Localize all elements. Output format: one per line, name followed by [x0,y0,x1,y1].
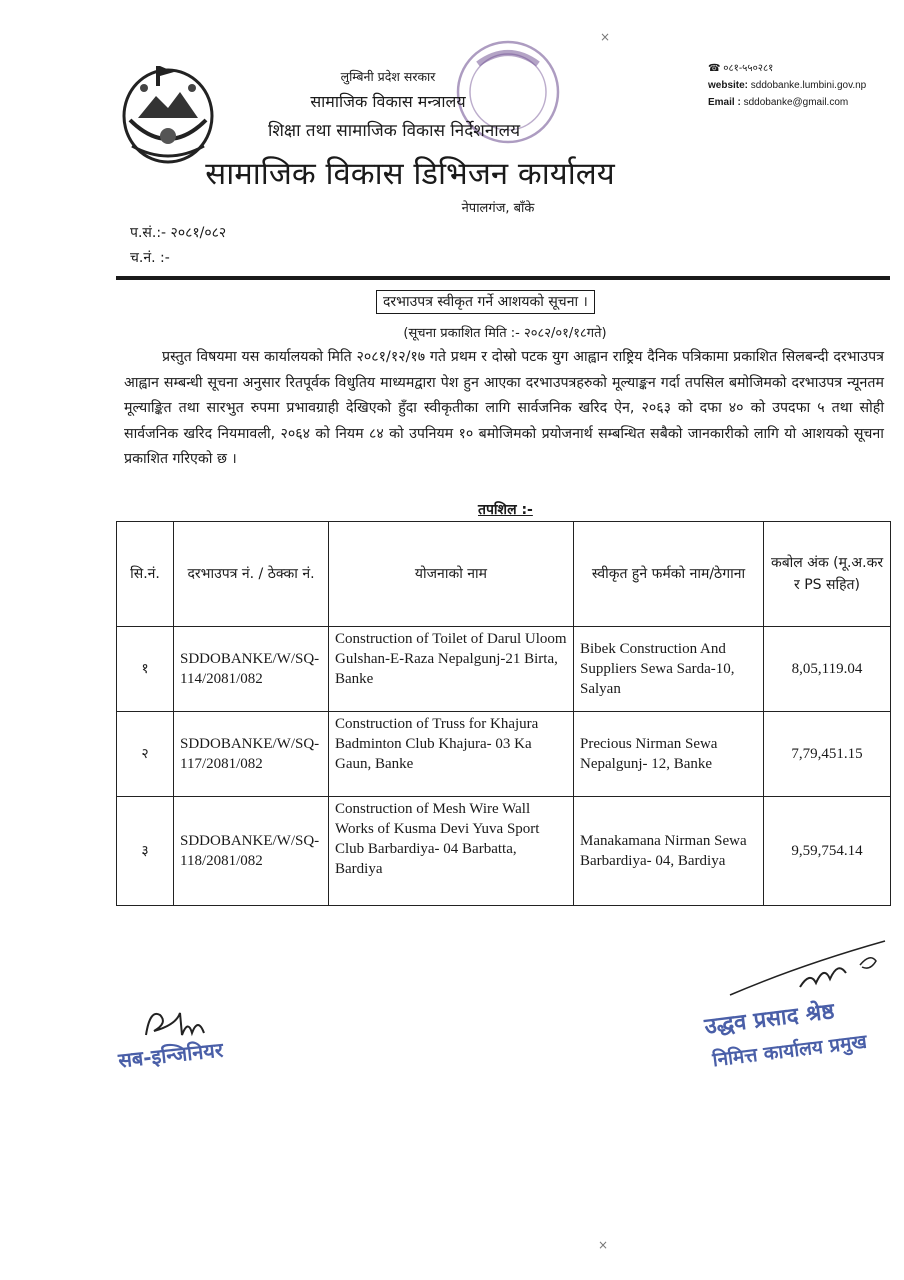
website-row [708,77,866,94]
handwritten-signature-right [720,935,890,1005]
sub-engineer-stamp: सब-इन्जिनियर [117,1037,225,1073]
email-link[interactable]: sddobanke@gmail.com [743,97,849,108]
contact-block [708,60,866,111]
phone-row [708,60,866,77]
email-row [708,94,866,111]
cell-project: Construction of Truss for Khajura Badminton Club Khajura- 03 Ka Gaun, Banke [329,712,574,797]
table-row [117,712,891,797]
email-label: Email : [708,97,741,108]
scan-mark-bottom: × [598,1238,609,1252]
ministry-line: सामाजिक विकास मन्त्रालय [310,92,466,111]
cell-sn: १ [117,627,174,712]
officer-name-stamp: उद्धव प्रसाद श्रेष्ठ [703,999,836,1040]
right-signature-block [700,935,890,1075]
notice-subject: दरभाउपत्र स्वीकृत गर्ने आशयको सूचना । [376,290,595,314]
dispatch-number: च.नं. :- [130,250,170,266]
table-row [117,627,891,712]
table-row [117,797,891,906]
cell-sn: ३ [117,797,174,906]
col-header-amount: कबोल अंक (मू.अ.कर र PS सहित) [764,522,891,627]
directorate-line: शिक्षा तथा सामाजिक विकास निर्देशनालय [267,121,521,141]
cell-project: Construction of Toilet of Darul Uloom Gulshan-E-Raza Nepalgunj-21 Birta, Banke [329,627,574,712]
office-location: नेपालगंज, बाँके [461,201,535,216]
col-header-sn: सि.नं. [117,522,174,627]
header-divider [116,276,890,280]
col-header-bid-no: दरभाउपत्र नं. / ठेक्का नं. [174,522,329,627]
cell-amount: 7,79,451.15 [764,712,891,797]
cell-amount: 9,59,754.14 [764,797,891,906]
details-heading: तपशिल :- [478,502,533,518]
cell-bid-no: SDDOBANKE/W/SQ-118/2081/082 [174,797,329,906]
phone-number: ०८१-५५०२८१ [723,63,774,74]
published-date: (सूचना प्रकाशित मिति :- २०८२/०१/१८गते) [403,326,607,341]
website-link[interactable]: sddobanke.lumbini.gov.np [750,80,867,91]
cell-firm: Precious Nirman Sewa Nepalgunj- 12, Banke [574,712,764,797]
officer-title-stamp: निमित्त कार्यालय प्रमुख [711,1030,869,1072]
cell-firm: Bibek Construction And Suppliers Sewa Sarda-10, Salyan [574,627,764,712]
website-label: website: [708,80,749,91]
province-government-line: लुम्बिनी प्रदेश सरकार [340,69,436,84]
cell-project: Construction of Mesh Wire Wall Works of Kusma Devi Yuva Sport Club Barbardiya- 04 Barbatta, Bardiya [329,797,574,906]
cell-firm: Manakamana Nirman Sewa Barbardiya- 04, Bardiya [574,797,764,906]
bid-acceptance-table [116,521,891,906]
cell-amount: 8,05,119.04 [764,627,891,712]
table-header-row [117,522,891,627]
col-header-firm: स्वीकृत हुने फर्मको नाम/ठेगाना [574,522,764,627]
letter-number: प.सं.:- २०८१/०८२ [130,225,227,241]
office-name-title: सामाजिक विकास डिभिजन कार्यालय [205,156,615,192]
cell-sn: २ [117,712,174,797]
telephone-icon: ☎ [708,63,721,74]
cell-bid-no: SDDOBANKE/W/SQ-114/2081/082 [174,627,329,712]
cell-bid-no: SDDOBANKE/W/SQ-117/2081/082 [174,712,329,797]
col-header-project: योजनाको नाम [329,522,574,627]
notice-body: प्रस्तुत विषयमा यस कार्यालयको मिति २०८१/१२/१७ गते प्रथम र दोस्रो पटक युग आह्वान राष्ट्रिय दैनिक पत्रिकामा प्रकाशित सिलबन्दी दरभाउपत्र आह्वान सम्बन्धी सूचना अनुसार रितपूर्वक विधुतिय माध्यमद्वारा पेश हुन आएका दरभाउपत्रहरुको मूल्याङ्कन गर्दा तपसिल बमोजिमको दरभाउपत्र न्यूनतम मूल्याङ्कित तथा सारभुत रुपमा प्रभावग्राही देखिएको हुँदा स्वीकृतीका लागि सार्वजनिक खरिद ऐन, २०६३ को दफा ४० को उपदफा ५ तथा सोही सार्वजनिक खरिद नियमावली, २०६४ को नियम ८४ को उपनियम १० बमोजिमको प्रयोजनार्थ सम्बन्धित सबैको जानकारीको लागि यो आशयको सूचना प्रकाशित गरिएको छ । [124,349,884,467]
scan-mark-top: × [600,30,611,44]
left-signature-block [118,1005,258,1080]
